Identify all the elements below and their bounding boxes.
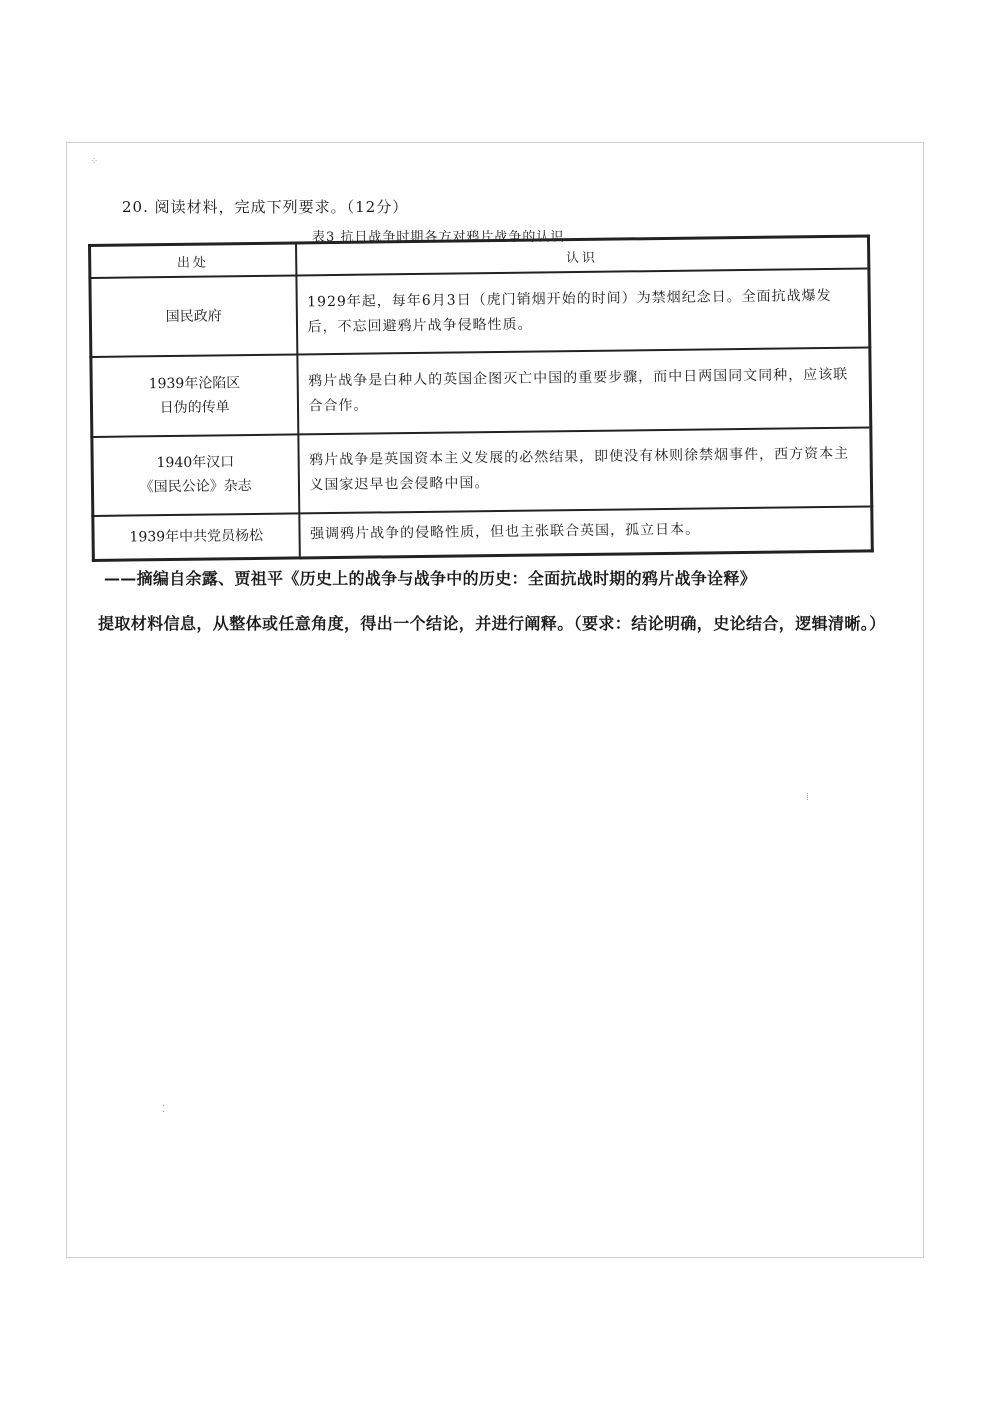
source-line: 1939年中共党员杨松 — [129, 527, 264, 546]
source-cell — [91, 355, 298, 437]
scan-speck: ⁚ — [162, 1104, 166, 1115]
view-cell: 鸦片战争是白种人的英国企图灭亡中国的重要步骤，而中日两国同文同种，应该联合合作。 — [297, 348, 871, 434]
source-line: 1939年沦陷区 — [148, 375, 241, 393]
view-cell: 鸦片战争是英国资本主义发展的必然结果，即使没有林则徐禁烟事件，西方资本主义国家迟早也会侵略中国。 — [298, 427, 872, 513]
source-line: 《国民公论》杂志 — [139, 478, 252, 496]
material-table — [88, 234, 874, 562]
header-view: 认识 — [296, 236, 869, 275]
view-cell: 1929年起，每年6月3日（虎门销烟开始的时间）为禁烟纪念日。全面抗战爆发后，不忘回避鸦片战争侵略性质。 — [296, 268, 870, 354]
header-source: 出处 — [90, 243, 296, 278]
table-row — [93, 506, 872, 560]
source-citation: ——摘编自余露、贾祖平《历史上的战争与战争中的历史：全面抗战时期的鸦片战争诠释》 — [104, 569, 757, 588]
source-line: 国民政府 — [165, 308, 222, 325]
source-cell — [93, 513, 300, 560]
source-cell — [92, 434, 299, 516]
scan-speck: ⁞ — [806, 792, 809, 803]
table-row — [92, 427, 872, 516]
view-cell: 强调鸦片战争的侵略性质，但也主张联合英国，孤立日本。 — [299, 506, 873, 558]
table-row — [90, 268, 870, 357]
source-cell — [90, 275, 297, 357]
question-requirement: 提取材料信息，从整体或任意角度，得出一个结论，并进行阐释。（要求：结论明确，史论结合，逻辑清晰。） — [98, 614, 886, 633]
table-caption: 表3 抗日战争时期各方对鸦片战争的认识 — [312, 230, 565, 245]
source-line: 1940年汉口 — [156, 454, 235, 472]
source-line: 日伪的传单 — [159, 399, 230, 417]
scan-speck: ⁘ — [90, 156, 99, 167]
table-row — [91, 348, 871, 437]
question-heading: 20. 阅读材料，完成下列要求。（12分） — [122, 198, 409, 216]
